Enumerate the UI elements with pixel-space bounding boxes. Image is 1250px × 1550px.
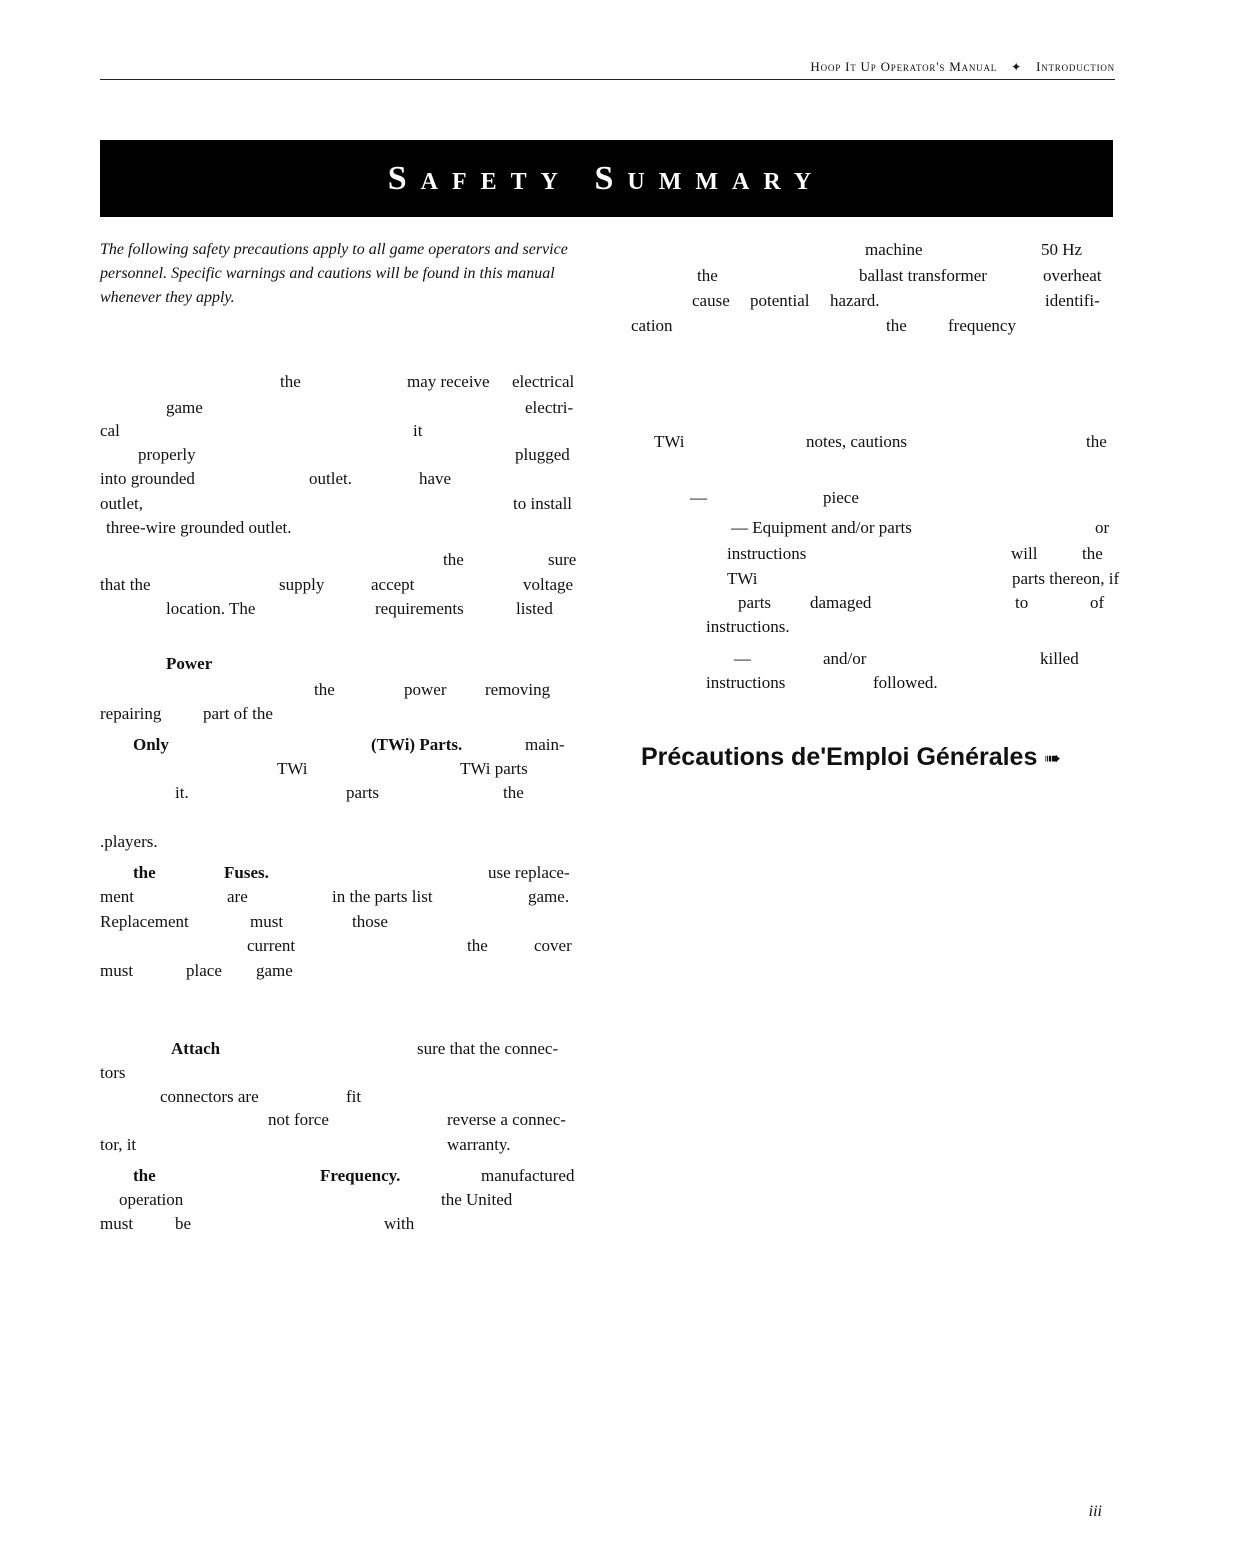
right-text-fragment: machine [865, 240, 923, 259]
right-text-fragment: damaged [810, 593, 872, 612]
right-text-fragment: instructions. [706, 617, 790, 636]
right-text-fragment: potential [750, 291, 810, 310]
left-text-fragment: the [133, 863, 156, 882]
left-text-fragment: Replacement [100, 912, 189, 931]
left-text-fragment: game [166, 398, 203, 417]
left-text-fragment: listed [516, 599, 553, 618]
left-text-fragment: game [256, 961, 293, 980]
left-text-fragment: main- [525, 735, 565, 754]
left-text-fragment: Frequency. [320, 1166, 401, 1185]
left-text-fragment: the [443, 550, 464, 569]
left-text-fragment: three-wire grounded outlet. [106, 518, 292, 537]
arrow-icon: ➠ [1044, 748, 1062, 770]
left-text-fragment: .players. [100, 832, 158, 851]
right-text-fragment: hazard. [830, 291, 880, 310]
left-text-fragment: have [419, 469, 452, 488]
left-text-fragment: outlet. [309, 469, 352, 488]
left-text-fragment: Only [133, 735, 169, 754]
left-text-fragment: requirements [375, 599, 464, 618]
left-text-fragment: the [314, 680, 335, 699]
manual-title: Hoop It Up Operator's Manual [810, 59, 998, 74]
left-text-fragment: Attach [171, 1039, 221, 1058]
left-text-fragment: game. [528, 887, 570, 906]
banner-title: Safety Summary [387, 159, 826, 197]
left-text-fragment: parts [346, 783, 380, 802]
left-text-fragment: sure that the connec- [417, 1039, 559, 1058]
left-text-fragment: not force [268, 1110, 329, 1129]
right-text-fragment: notes, cautions [806, 432, 908, 451]
right-text-fragment: of [1090, 593, 1105, 612]
right-text-fragment: frequency [948, 316, 1016, 335]
running-header [810, 59, 1115, 75]
left-text-fragment: it [413, 421, 423, 440]
left-text-fragment: the [503, 783, 524, 802]
left-text-fragment: supply [279, 575, 325, 594]
left-text-fragment: TWi [277, 759, 308, 778]
right-text-fragment: 50 Hz [1041, 240, 1083, 259]
left-text-fragment: accept [371, 575, 415, 594]
left-text-fragment: cal [100, 421, 120, 440]
right-text-fragment: cation [631, 316, 673, 335]
right-text-fragment: — [690, 488, 707, 507]
left-text-fragment: TWi parts [460, 759, 528, 778]
right-text-fragment: TWi [727, 569, 758, 588]
right-text-fragment: ballast transformer [859, 266, 987, 285]
left-text-fragment: that the [100, 575, 151, 594]
left-text-fragment: ment [100, 887, 134, 906]
left-text-fragment: power [404, 680, 447, 699]
left-text-fragment: tor, it [100, 1135, 137, 1154]
right-text-fragment: or [1095, 518, 1110, 537]
section-banner [100, 140, 1113, 217]
right-text-fragment: TWi [654, 432, 685, 451]
left-text-fragment: use replace- [488, 863, 570, 882]
right-text-fragment: piece [823, 488, 859, 507]
right-text-fragment: killed [1040, 649, 1079, 668]
left-text-fragment: manufactured [481, 1166, 575, 1185]
left-text-fragment: part of the [203, 704, 273, 723]
left-text-fragment: place [186, 961, 222, 980]
intro-paragraph: The following safety precautions apply to all game operators and service personnel. Specific warnings and cautions will be found in this manual whenever they apply. [100, 241, 568, 306]
left-text-fragment: repairing [100, 704, 162, 723]
left-text-fragment: those [352, 912, 388, 931]
left-text-fragment: plugged [515, 445, 570, 464]
left-text-fragment: must [100, 961, 134, 980]
left-text-fragment: to install [513, 494, 573, 513]
left-text-fragment: in the parts list [332, 887, 433, 906]
page-number: iii [1088, 1503, 1102, 1520]
right-text-fragment: — [734, 649, 751, 668]
left-text-fragment: cover [534, 936, 572, 955]
left-text-fragment: voltage [523, 575, 574, 594]
left-text-fragment: connectors are [160, 1087, 259, 1106]
right-text-fragment: followed. [873, 673, 938, 692]
right-text-fragment: the [886, 316, 907, 335]
right-text-fragment: parts thereon, if [1012, 569, 1120, 588]
right-text-fragment: will [1011, 544, 1038, 563]
left-text-fragment: may receive [407, 372, 490, 391]
left-text-fragment: warranty. [447, 1135, 511, 1154]
left-text-fragment: must [250, 912, 284, 931]
right-text-fragment: and/or [823, 649, 867, 668]
left-text-fragment: outlet, [100, 494, 143, 513]
right-text-fragment: to [1015, 593, 1029, 612]
left-text-fragment: fit [346, 1087, 362, 1106]
section-name: Introduction [1036, 59, 1115, 74]
right-text-fragment: identifi- [1045, 291, 1100, 310]
right-text-fragment: the [697, 266, 718, 285]
left-text-fragment: reverse a connec- [447, 1110, 566, 1129]
left-text-fragment: operation [119, 1190, 184, 1209]
left-text-fragment: the [133, 1166, 156, 1185]
left-text-fragment: it. [175, 783, 189, 802]
left-text-fragment: electri- [525, 398, 574, 417]
diamond-separator-icon: ✦ [1011, 60, 1022, 74]
left-text-fragment: properly [138, 445, 196, 464]
right-text-fragment: overheat [1043, 266, 1102, 285]
left-text-fragment: electrical [512, 372, 575, 391]
right-text-fragment: the [1086, 432, 1107, 451]
right-text-fragment: instructions [727, 544, 807, 563]
right-text-fragment: the [1082, 544, 1103, 563]
left-text-fragment: removing [485, 680, 551, 699]
left-text-fragment: into grounded [100, 469, 195, 488]
left-text-fragment: Power [166, 654, 213, 673]
left-text-fragment: Fuses. [224, 863, 269, 882]
header-rule [100, 79, 1115, 80]
right-text-fragment: instructions [706, 673, 786, 692]
french-subheading [641, 743, 1061, 772]
left-text-fragment: (TWi) Parts. [371, 735, 463, 754]
left-text-fragment: the [280, 372, 301, 391]
left-text-fragment: the [467, 936, 488, 955]
left-text-fragment: tors [100, 1063, 126, 1082]
left-text-fragment: location. The [166, 599, 256, 618]
subheading-text: Précautions de'Emploi Générales [641, 743, 1038, 771]
left-text-fragment: current [247, 936, 296, 955]
left-text-fragment: the United [441, 1190, 513, 1209]
left-text-fragment: are [227, 887, 248, 906]
right-text-fragment: cause [692, 291, 730, 310]
left-text-fragment: must [100, 1214, 134, 1233]
left-text-fragment: with [384, 1214, 415, 1233]
left-text-fragment: be [175, 1214, 192, 1233]
right-text-fragment: — Equipment and/or parts [731, 518, 912, 537]
left-text-fragment: sure [548, 550, 577, 569]
right-text-fragment: parts [738, 593, 772, 612]
